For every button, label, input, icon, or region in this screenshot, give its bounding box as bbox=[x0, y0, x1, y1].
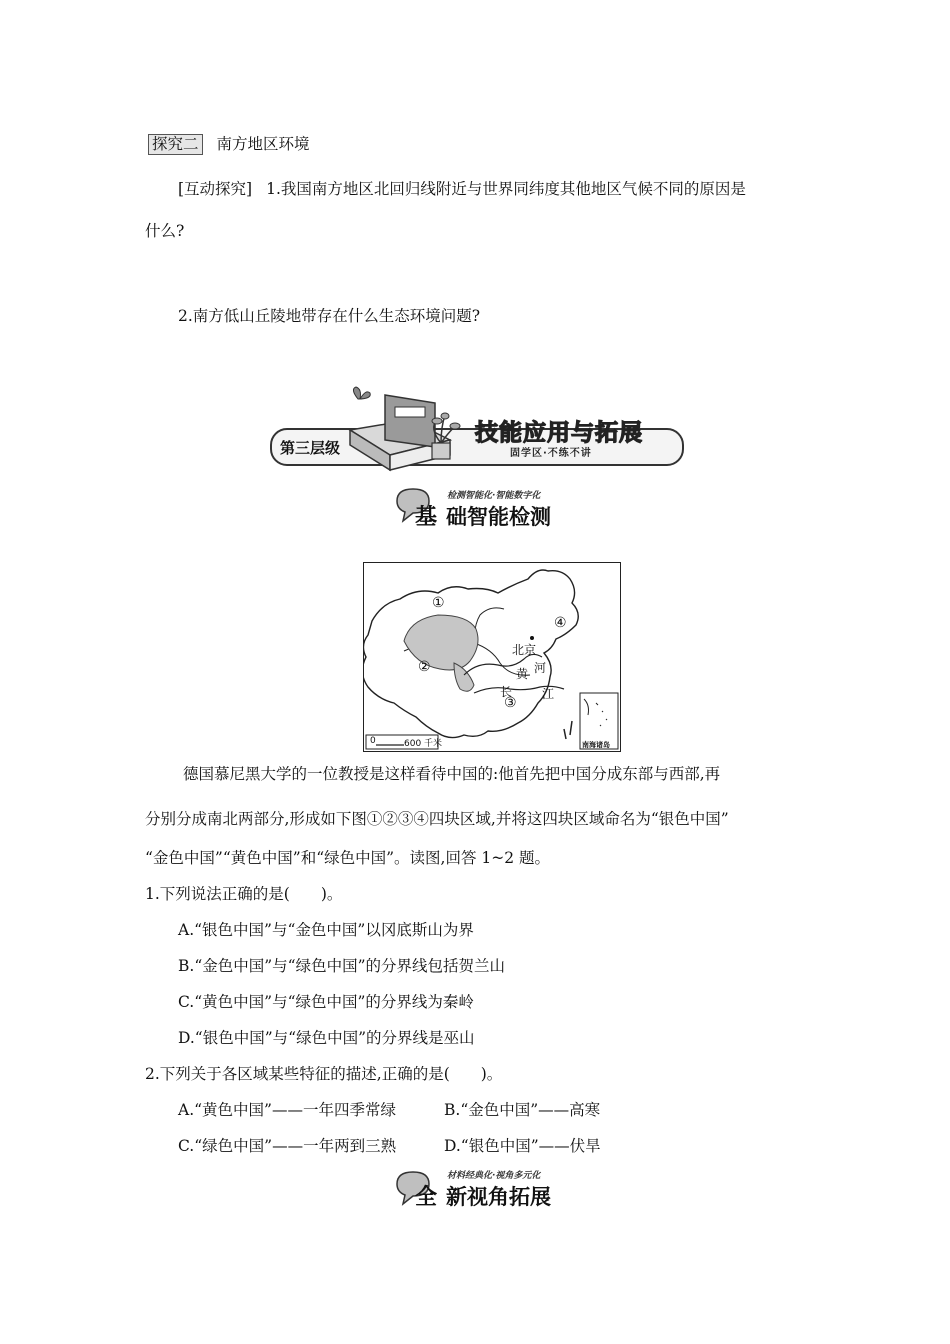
banner-subtitle: 固学区·不练不讲 bbox=[510, 448, 592, 459]
map-outline bbox=[364, 563, 620, 751]
yellow-river-label-1: 河 bbox=[534, 661, 547, 675]
banner-title: 技能应用与拓展 bbox=[475, 420, 643, 446]
new-first-char: 全 bbox=[415, 1185, 438, 1210]
question-1-continuation: 什么? bbox=[145, 222, 185, 240]
section-title: 南方地区环境 bbox=[216, 135, 310, 153]
q2-option-a: A.“黄色中国”——一年四季常绿 bbox=[178, 1101, 396, 1119]
inset-label: 南海诸岛 bbox=[582, 741, 610, 749]
q2-option-c: C.“绿色中国”——一年两到三熟 bbox=[178, 1137, 397, 1155]
china-map bbox=[363, 562, 621, 752]
passage-line-1: 德国慕尼黑大学的一位教授是这样看待中国的:他首先把中国分成东部与西部,再 bbox=[183, 765, 721, 783]
q2-option-b: B.“金色中国”——高寒 bbox=[444, 1101, 601, 1119]
yangtze-label-1: 长 bbox=[500, 685, 513, 699]
scale-text: 600 千米 bbox=[404, 739, 443, 749]
passage-line-2: 分别分成南北两部分,形成如下图①②③④四块区域,并将这四块区域命名为“银色中国” bbox=[145, 810, 729, 828]
yellow-river-label-2: 黄 bbox=[516, 667, 529, 681]
passage-line-3: “金色中国”“黄色中国”和“绿色中国”。读图,回答 1~2 题。 bbox=[145, 849, 551, 867]
region-1-label: ① bbox=[432, 595, 445, 611]
q1-option-a: A.“银色中国”与“金色中国”以冈底斯山为界 bbox=[178, 921, 474, 939]
basic-title: 础智能检测 bbox=[446, 505, 551, 529]
new-slogan: 材料经典化·视角多元化 bbox=[447, 1171, 541, 1181]
question-1-stem: 1.下列说法正确的是( )。 bbox=[145, 885, 343, 903]
interactive-inquiry-label: [互动探究] bbox=[178, 180, 253, 198]
section-heading bbox=[148, 132, 310, 155]
section-tag: 探究二 bbox=[148, 134, 203, 155]
new-title: 新视角拓展 bbox=[446, 1185, 551, 1209]
region-2-label: ② bbox=[418, 659, 431, 675]
yangtze-label-2: 江 bbox=[542, 687, 555, 701]
question-1-text: 1.我国南方地区北回归线附近与世界同纬度其他地区气候不同的原因是 bbox=[266, 180, 746, 198]
q1-option-d: D.“银色中国”与“绿色中国”的分界线是巫山 bbox=[178, 1029, 475, 1047]
q2-option-d: D.“银色中国”——伏旱 bbox=[444, 1137, 601, 1155]
question-1-line bbox=[178, 177, 746, 199]
region-3-label: ③ bbox=[504, 695, 517, 711]
question-2-text: 2.南方低山丘陵地带存在什么生态环境问题? bbox=[178, 307, 481, 325]
level-label: 第三层级 bbox=[280, 439, 341, 457]
region-4-label: ④ bbox=[554, 615, 567, 631]
question-2-stem: 2.下列关于各区域某些特征的描述,正确的是( )。 bbox=[145, 1065, 503, 1083]
q1-option-c: C.“黄色中国”与“绿色中国”的分界线为秦岭 bbox=[178, 993, 474, 1011]
basic-slogan: 检测智能化·智能数字化 bbox=[447, 491, 541, 501]
beijing-label: 北京 bbox=[512, 643, 537, 657]
q1-option-b: B.“金色中国”与“绿色中国”的分界线包括贺兰山 bbox=[178, 957, 506, 975]
scale-zero: 0 bbox=[370, 736, 376, 746]
book-plant-icon bbox=[340, 385, 470, 473]
basic-first-char: 基 bbox=[415, 505, 438, 530]
